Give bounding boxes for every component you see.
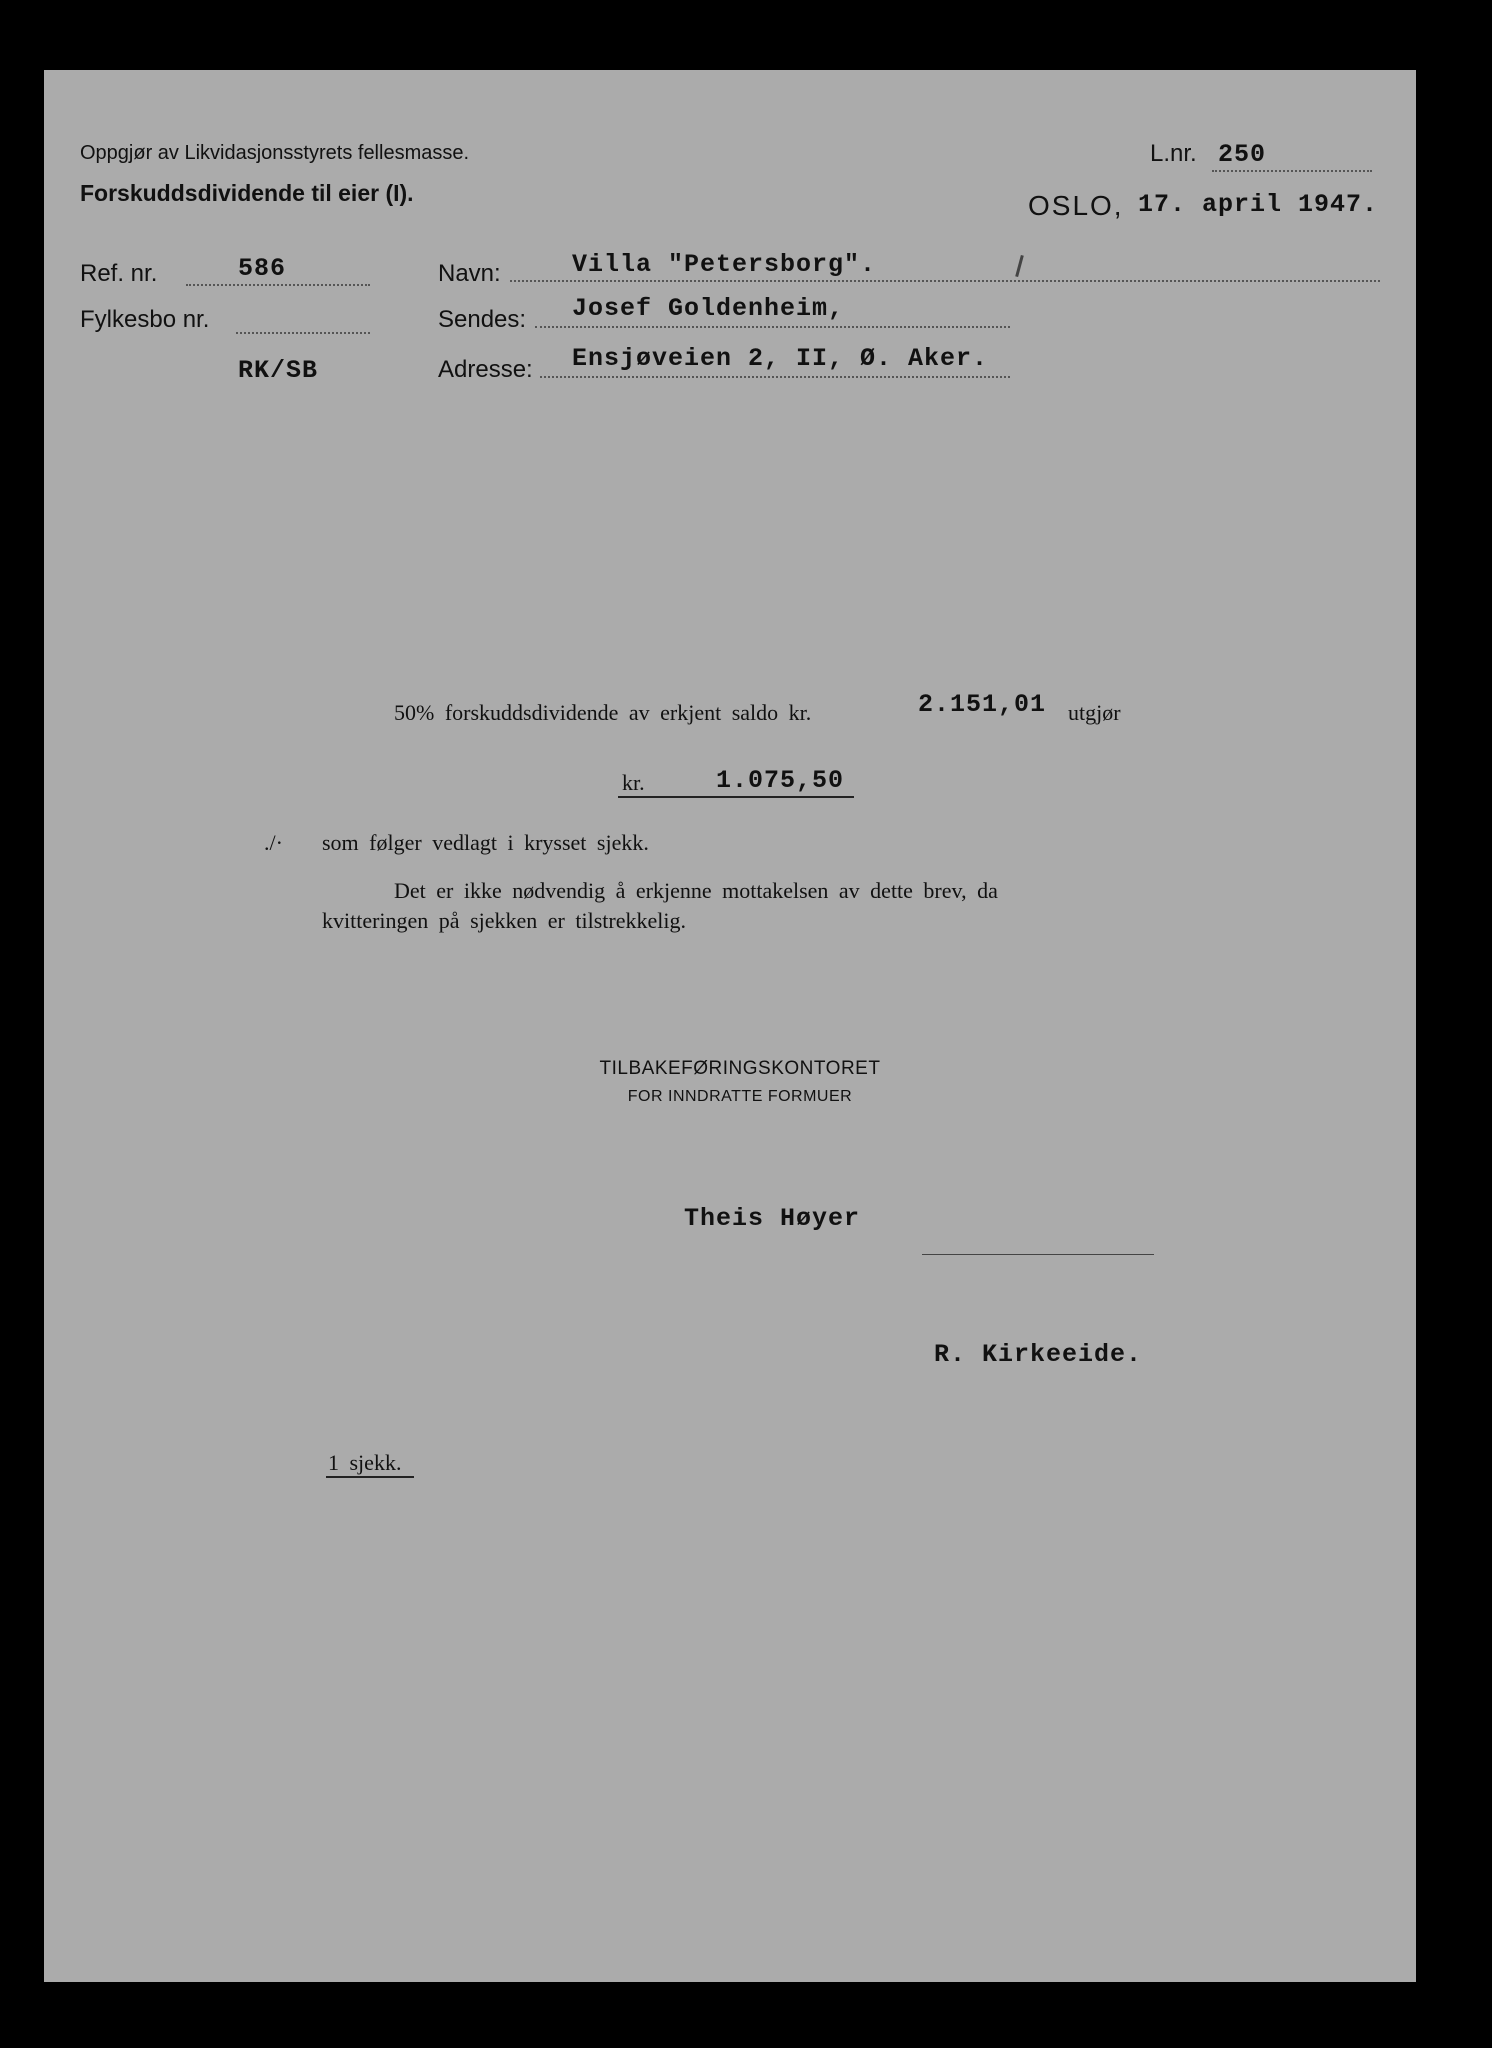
sendes-value: Josef Goldenheim, xyxy=(572,294,845,323)
ref-label: Ref. nr. xyxy=(80,260,158,287)
lnr-label: L.nr. xyxy=(1150,140,1197,167)
enclosure-text: 1 sjekk. xyxy=(328,1450,402,1475)
note-line-1: Det er ikke nødvendig å erkjenne mottakelsen av dette brev, da xyxy=(394,878,998,903)
dividend-text: 50% forskuddsdividende av erkjent saldo kr. xyxy=(394,700,812,725)
signature-kirkeeide: R. Kirkeeide. xyxy=(934,1340,1143,1369)
saldo-value: 2.151,01 xyxy=(918,690,1047,719)
header-title: Oppgjør av Likvidasjonsstyrets fellesmasse. xyxy=(80,142,470,164)
fylkesbo-dotted-line xyxy=(236,332,370,334)
signature-hoyer: Theis Høyer xyxy=(684,1204,861,1233)
amount-underline xyxy=(618,796,854,798)
signature-line xyxy=(922,1254,1154,1255)
ref-dotted-line xyxy=(186,284,370,286)
follows-text: som følger vedlagt i krysset sjekk. xyxy=(322,830,649,855)
note-line-2: kvitteringen på sjekken er tilstrekkelig. xyxy=(322,908,686,933)
utgjor-text: utgjør xyxy=(1068,700,1121,725)
place-label: OSLO, xyxy=(1028,190,1124,221)
office-name: TILBAKEFØRINGSKONTORET xyxy=(599,1058,881,1079)
sendes-dotted-line xyxy=(535,326,1010,328)
letter-date: 17. april 1947. xyxy=(1138,190,1379,219)
amount-prefix: kr. xyxy=(622,770,645,795)
adresse-value: Ensjøveien 2, II, Ø. Aker. xyxy=(572,344,989,373)
fylkesbo-label: Fylkesbo nr. xyxy=(80,306,210,333)
enclosure-mark: ./· xyxy=(264,830,283,855)
header-subtitle: Forskuddsdividende til eier (I). xyxy=(80,180,414,206)
navn-label: Navn: xyxy=(438,260,501,287)
amount-value: 1.075,50 xyxy=(716,766,845,795)
adresse-dotted-line xyxy=(540,376,1010,378)
office-initials: RK/SB xyxy=(238,356,319,385)
adresse-label: Adresse: xyxy=(438,356,533,383)
sendes-label: Sendes: xyxy=(438,306,527,333)
navn-value: Villa "Petersborg". xyxy=(572,250,877,279)
lnr-dotted-line xyxy=(1212,170,1372,172)
lnr-value: 250 xyxy=(1218,140,1267,169)
office-subtitle: FOR INNDRATTE FORMUER xyxy=(627,1088,853,1105)
navn-dotted-line xyxy=(510,280,1380,282)
ref-value: 586 xyxy=(238,254,287,283)
enclosure-underline xyxy=(326,1476,414,1478)
